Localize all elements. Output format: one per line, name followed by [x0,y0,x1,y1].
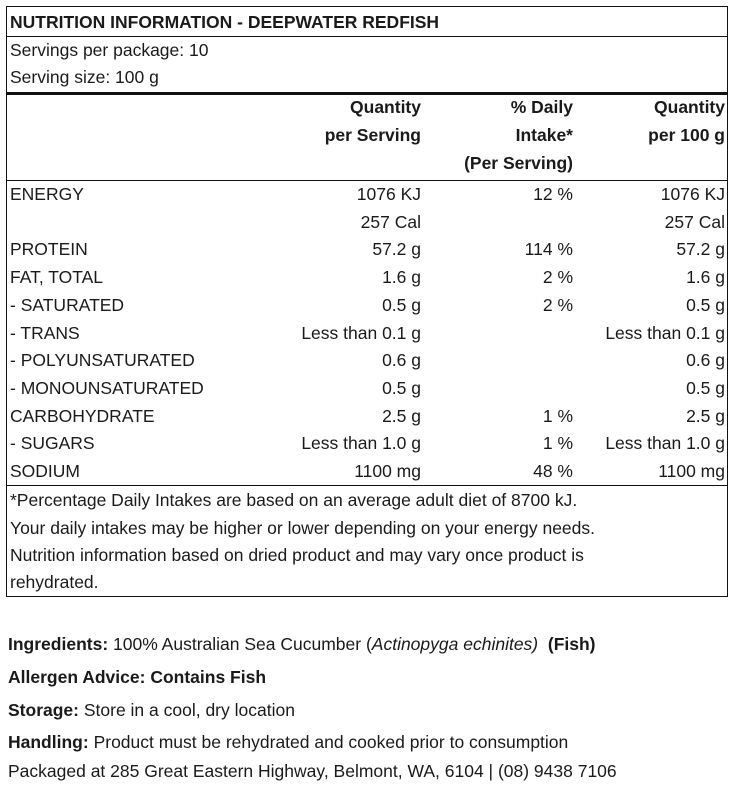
qty-per-serving: 257 Cal [360,211,421,232]
qty-per-100g: 57.2 g [676,239,725,260]
handling-label: Handling: [8,732,89,752]
allergen-text: Contains Fish [150,667,267,687]
daily-intake-percent: 2 % [542,294,573,315]
footnote-line: Your daily intakes may be higher or lower depending on your energy needs. [10,518,596,538]
header-daily-intake-line1: % Daily [510,97,573,117]
nutrient-name: PROTEIN [10,239,88,260]
ingredients-species: Actinopyga echinites) [371,634,539,654]
servings-per-package: Servings per package: 10 [10,40,209,60]
packaged-line: Packaged at 285 Great Eastern Highway, Belmont, WA, 6104 | (08) 9438 7106 [8,761,617,781]
nutrient-name: - SUGARS [10,433,95,454]
footnote-line: *Percentage Daily Intakes are based on an average adult diet of 8700 kJ. [10,490,578,510]
qty-per-100g: 0.5 g [686,294,725,315]
ingredients-line [8,630,733,658]
qty-per-serving: 1076 KJ [356,184,421,204]
qty-per-100g: 0.6 g [686,350,725,371]
nutrient-name: - POLYUNSATURATED [10,350,195,371]
qty-per-serving: 1.6 g [382,267,421,288]
qty-per-100g: 1.6 g [686,267,725,288]
header-per100-line1: Quantity [654,97,725,117]
qty-per-serving: Less than 1.0 g [301,433,421,454]
ingredients-text: 100% Australian Sea Cucumber ( [113,634,372,654]
nutrient-name: CARBOHYDRATE [10,405,155,426]
header-daily-intake-line3: (Per Serving) [464,153,573,173]
footnote-line: rehydrated. [10,572,99,592]
qty-per-serving: 2.5 g [382,405,421,426]
allergen-label: Allergen Advice: [8,667,146,687]
header-per100-line2: per 100 g [648,125,725,145]
qty-per-serving: 0.5 g [382,377,421,398]
qty-per-serving: 0.6 g [382,350,421,371]
daily-intake-percent: 1 % [542,433,573,454]
handling-line [8,728,733,756]
storage-text: Store in a cool, dry location [83,700,295,720]
qty-per-serving: Less than 0.1 g [301,322,421,343]
storage-label: Storage: [8,700,79,720]
footnote-line: Nutrition information based on dried product and may vary once product is [10,545,584,565]
handling-text: Product must be rehydrated and cooked prior to consumption [93,732,569,752]
divider [7,36,727,37]
nutrient-name: - SATURATED [10,294,125,315]
serving-size: Serving size: 100 g [10,67,159,87]
qty-per-100g: 257 Cal [664,211,725,232]
qty-per-serving: 57.2 g [372,239,421,260]
allergen-line [8,663,733,691]
qty-per-100g: 1076 KJ [660,184,725,204]
daily-intake-percent: 2 % [542,267,573,288]
nutrient-name: - MONOUNSATURATED [10,377,204,398]
qty-per-100g: 1100 mg [658,461,725,481]
ingredients-suffix: (Fish) [547,634,596,654]
nutrient-name: ENERGY [10,184,84,204]
nutrient-name: FAT, TOTAL [10,267,104,288]
nutrition-panel [6,6,728,597]
ingredients-label: Ingredients: [8,634,109,654]
divider [7,485,727,486]
panel-title: NUTRITION INFORMATION - DEEPWATER REDFISH [10,12,440,32]
daily-intake-percent: 114 % [524,239,573,260]
qty-per-serving: 0.5 g [382,294,421,315]
nutrient-name: - TRANS [10,322,80,343]
qty-per-100g: Less than 0.1 g [605,322,725,343]
qty-per-100g: Less than 1.0 g [605,433,725,454]
qty-per-serving: 1100 mg [354,461,421,481]
daily-intake-percent: 1 % [542,405,573,426]
qty-per-100g: 0.5 g [686,377,725,398]
divider [7,180,727,181]
qty-per-100g: 2.5 g [686,405,725,426]
daily-intake-percent: 12 % [533,184,573,204]
header-serving-line2: per Serving [324,125,421,145]
header-serving-line1: Quantity [350,97,421,117]
header-daily-intake-line2: Intake* [515,125,573,145]
storage-line [8,696,733,724]
nutrient-name: SODIUM [10,461,80,481]
daily-intake-percent: 48 % [533,461,573,481]
